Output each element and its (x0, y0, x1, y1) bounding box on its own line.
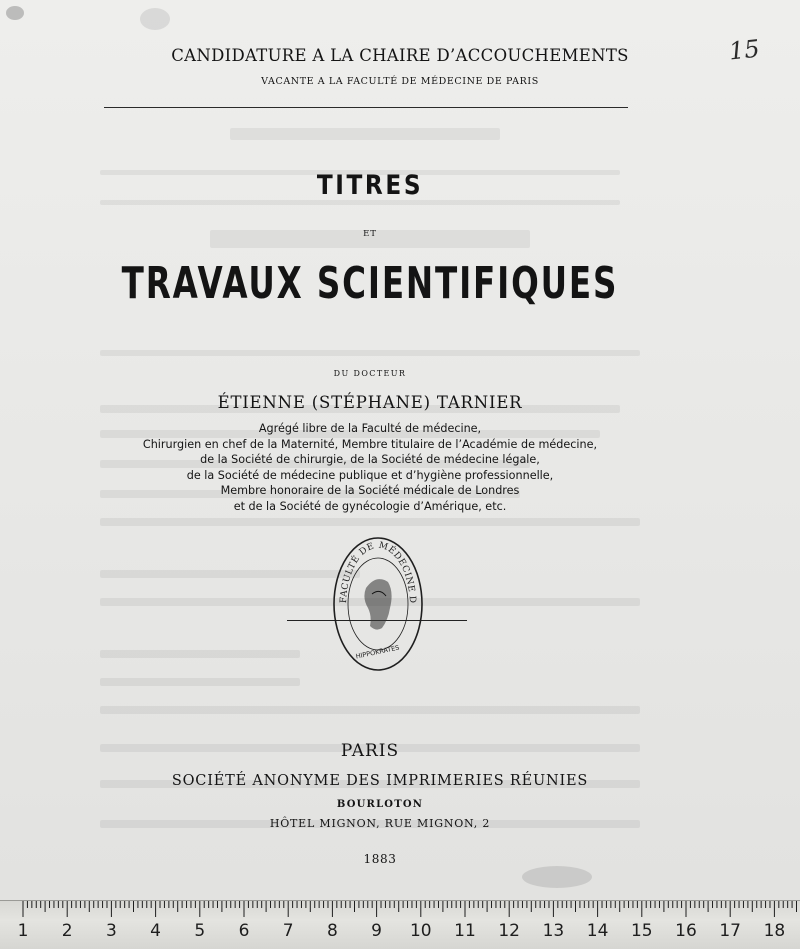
paper-blemish (522, 866, 592, 888)
ruler-label: 17 (719, 921, 742, 941)
paper-blemish (140, 8, 170, 30)
paper-blemish (6, 6, 24, 20)
ruler-label: 16 (675, 921, 697, 941)
ruler-label: 13 (542, 921, 565, 941)
credential-line: Agrégé libre de la Faculté de médecine, (258, 422, 482, 435)
title-connector: ET (363, 229, 377, 239)
imprint-printer: BOURLOTON (336, 799, 424, 810)
stamp-seal-icon (332, 536, 424, 672)
ruler-label: 7 (282, 921, 294, 941)
ruler-label: 6 (238, 921, 250, 941)
header-title: CANDIDATURE A LA CHAIRE D’ACCOUCHEMENTS (171, 46, 629, 65)
svg-text:HIPPOKRATES: HIPPOKRATES (355, 643, 401, 661)
ruler-label: 11 (454, 921, 476, 941)
author-name: ÉTIENNE (STÉPHANE) TARNIER (217, 393, 523, 412)
credential-line: et de la Société de gynécologie d’Amérique, etc. (233, 499, 507, 513)
measurement-ruler (0, 900, 800, 949)
ruler-label: 9 (371, 921, 383, 941)
credential-line: Chirurgien en chef de la Maternité, Membre titulaire de l’Académie de médecine, (142, 437, 598, 451)
ruler-label: 1 (17, 921, 29, 941)
title-line-1: TITRES (316, 170, 424, 201)
handwritten-page-number: 15 (727, 34, 761, 66)
author-credentials (0, 421, 740, 514)
credential-line: Membre honoraire de la Société médicale de Londres (220, 484, 520, 497)
imprint-year: 1883 (363, 852, 397, 866)
ruler-label: 5 (194, 921, 206, 941)
ruler-label: 18 (763, 921, 786, 941)
title-line-2: TRAVAUX SCIENTIFIQUES (121, 258, 619, 309)
ruler-label: 3 (105, 921, 117, 941)
ruler-label: 15 (630, 921, 653, 941)
ruler-label: 12 (498, 921, 521, 941)
credential-line: de la Société de chirurgie, de la Société de médecine légale, (200, 453, 540, 466)
ruler-label: 10 (409, 921, 432, 941)
header-subtitle: VACANTE A LA FACULTÉ DE MÉDECINE DE PARIS (261, 76, 539, 87)
ruler-label: 2 (61, 921, 73, 941)
imprint-publisher: SOCIÉTÉ ANONYME DES IMPRIMERIES RÉUNIES (171, 773, 589, 789)
credential-line: de la Société de médecine publique et d’hygiène professionnelle, (186, 468, 554, 482)
author-prefix: DU DOCTEUR (333, 369, 407, 378)
header-divider (104, 107, 628, 108)
ruler-label: 4 (150, 921, 162, 941)
svg-text:FACULTÉ DE MÉDECINE DE PARIS: FACULTÉ DE MÉDECINE D (339, 540, 418, 604)
library-stamp (332, 536, 424, 672)
ruler-label: 14 (586, 921, 609, 941)
imprint-city: PARIS (340, 741, 400, 761)
ruler-label: 8 (326, 921, 338, 941)
imprint-address: HÔTEL MIGNON, RUE MIGNON, 2 (269, 817, 491, 830)
